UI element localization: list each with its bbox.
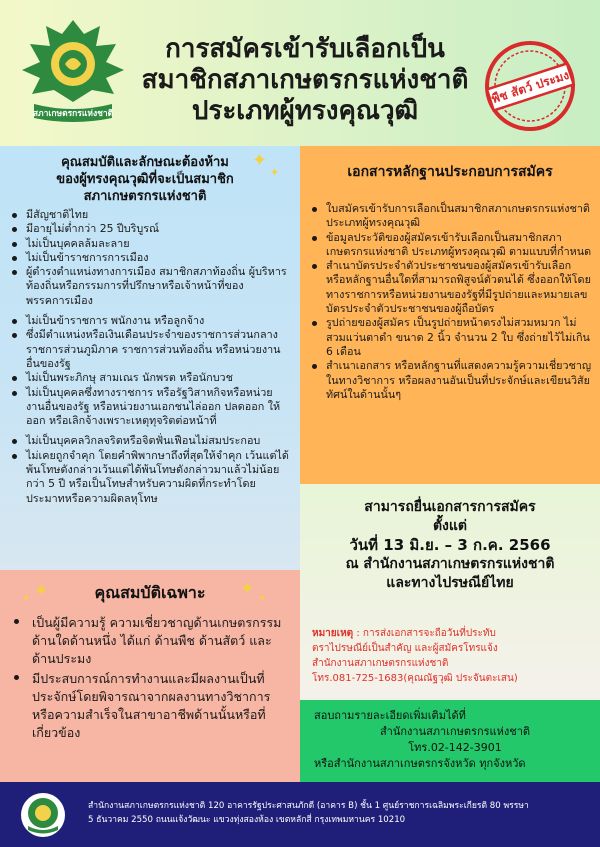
special-list <box>6 614 288 742</box>
submission-note <box>312 626 592 686</box>
title-line-3: ประเภทผู้ทรงคุณวุฒิ <box>191 96 419 126</box>
special-qualifications-panel <box>0 570 300 742</box>
submission-line: ตั้งแต่ <box>432 518 468 534</box>
list-item: มีประสบการณ์การทำงานและมีผลงานเป็นที่ประจักษ์โดยพิจารณาจากผลงานทางวิชาการหรือความสำเร็จในสาขาอาชีพด้านนั้นหรือที่เกี่ยวข้อง <box>6 670 288 742</box>
list-item: ไม่เป็นข้าราชการการเมือง <box>4 251 290 265</box>
list-item: ไม่เป็นบุคคลวิกลจริตหรือจิตฟั่นเฟือนไม่สมประกอบ <box>4 434 290 448</box>
list-item: ไม่เป็นบุคคลซึ่งทางราชการ หรือรัฐวิสาหกิจหรือหน่วยงานอื่นของรัฐ หรือหน่วยงานเอกชนไล่ออก ปลดออก ให้ออก หรือเลิกจ้างเพราะเหตุทุจริตต่อหน้าที่ <box>4 386 290 429</box>
note-line: โทร.081-725-1683(คุณณัฐวุฒิ ประจันตะเสน) <box>312 673 518 684</box>
qualifications-panel <box>0 146 300 570</box>
documents-list <box>304 202 592 402</box>
footer-address-line: สำนักงานสภาเกษตรกรแห่งชาติ 120 อาคารรัฐประศาสนภักดี (อาคาร B) ชั้น 1 ศูนย์ราชการเฉลิมพระเกียรติ 80 พรรษา <box>88 801 529 811</box>
contact-line: สำนักงานสภาเกษตรกรแห่งชาติ <box>379 725 531 738</box>
documents-panel <box>300 146 600 484</box>
note-line: : การส่งเอกสารจะถือวันที่ประทับ <box>356 628 496 639</box>
list-item: รูปถ่ายของผู้สมัคร เป็นรูปถ่ายหน้าตรงไม่สวมหมวก ไม่สวมแว่นตาดำ ขนาด 2 นิ้ว จำนวน 2 ใบ ซึ่งถ่ายไว้ไม่เกิน 6 เดือน <box>304 316 592 359</box>
contact-info <box>314 708 596 772</box>
note-label: หมายเหตุ <box>312 628 354 639</box>
list-item: สำเนาบัตรประจำตัวประชาชนของผู้สมัครเข้ารับเลือก หรือหลักฐานอื่นใดที่สามารถพิสูจน์ตัวตนได้ ซึ่งออกให้โดยทางราชการหรือหน่วยงานของรัฐที่มีรูปถ่ายและหมายเลขบัตรประจำตัวประชาชนของผู้ถือบัตร <box>304 259 592 316</box>
footer-address <box>88 799 588 827</box>
stamp-badge-icon <box>482 38 578 134</box>
header <box>0 0 600 146</box>
list-item: เป็นผู้มีความรู้ ความเชี่ยวชาญด้านเกษตรกรรมด้านใดด้านหนึ่ง ได้แก่ ด้านพืช ด้านสัตว์ และด้านประมง <box>6 614 288 668</box>
sparkle-icon: ✦ <box>34 581 49 601</box>
contact-panel <box>300 700 600 782</box>
submission-line: ณ สำนักงานสภาเกษตรกรแห่งชาติ <box>345 556 555 572</box>
documents-heading: เอกสารหลักฐานประกอบการสมัคร <box>347 164 553 180</box>
contact-phone: โทร.02-142-3901 <box>408 741 502 754</box>
footer-address-line: 5 ธันวาคม 2550 ถนนแจ้งวัฒนะ แขวงทุ่งสองห้อง เขตหลักสี่ กรุงเทพมหานคร 10210 <box>88 815 406 825</box>
list-item: ไม่เป็นพระภิกษุ สามเณร นักพรต หรือนักบวช <box>4 371 290 385</box>
logo-text: สภาเกษตรกรแห่งชาติ <box>32 109 114 119</box>
council-logo-icon <box>20 792 66 838</box>
sparkle-icon: ✦ <box>240 579 255 599</box>
note-line: ตราไปรษณีย์เป็นสำคัญ และผู้สมัครโทรแจ้ง <box>312 643 498 654</box>
sparkle-icon: ✦ <box>252 150 268 171</box>
qualifications-list <box>4 208 290 506</box>
submission-line: และทางไปรษณีย์ไทย <box>386 575 514 591</box>
list-item: ไม่เป็นข้าราชการ พนักงาน หรือลูกจ้าง <box>4 314 290 328</box>
qualifications-heading-line: สภาเกษตรกรแห่งชาติ <box>83 189 207 204</box>
qualifications-heading-line: คุณสมบัติและลักษณะต้องห้าม <box>61 155 229 170</box>
council-logo-icon <box>14 14 132 126</box>
qualifications-heading-line: ของผู้ทรงคุณวุฒิที่จะเป็นสมาชิก <box>56 172 234 187</box>
title-line-1: การสมัครเข้ารับเลือกเป็น <box>165 34 445 64</box>
list-item: ไม่เคยถูกจำคุก โดยคำพิพากษาถึงที่สุดให้จำคุก เว้นแต่ได้พ้นโทษดังกล่าวเว้นแต่ได้พ้นโทษดังกล่าวมาแล้วไม่น้อยกว่า 5 ปี หรือเป็นโทษสำหรับความผิดที่กระทำโดยประมาทหรือความผิดลหุโทษ <box>4 449 290 506</box>
list-item: ผู้ดำรงตำแหน่งทางการเมือง สมาชิกสภาท้องถิ่น ผู้บริหารท้องถิ่นหรือกรรมการที่ปรึกษาหรือเจ้าหน้าที่ของพรรคการเมือง <box>4 265 290 308</box>
submission-info <box>300 498 600 593</box>
title-line-2: สมาชิกสภาเกษตรกรแห่งชาติ <box>141 65 469 95</box>
contact-line: หรือสำนักงานสภาเกษตรกรจังหวัด ทุกจังหวัด <box>314 757 526 770</box>
footer <box>0 782 600 847</box>
page-title <box>140 34 470 127</box>
special-heading: คุณสมบัติเฉพาะ <box>94 583 206 602</box>
note-line: สำนักงานสภาเกษตรกรแห่งชาติ <box>312 658 449 669</box>
stamp-text: พืช สัตว์ ประมง <box>489 67 571 107</box>
submission-line: สามารถยื่นเอกสารการสมัคร <box>364 499 536 515</box>
list-item: มีอายุไม่ต่ำกว่า 25 ปีบริบูรณ์ <box>4 222 290 236</box>
contact-line: สอบถามรายละเอียดเพิ่มเติมได้ที่ <box>314 709 466 722</box>
list-item: มีสัญชาติไทย <box>4 208 290 222</box>
special-panel-extension <box>0 742 300 782</box>
sparkle-icon: ✦ <box>258 593 267 604</box>
list-item: ไม่เป็นบุคคลล้มละลาย <box>4 237 290 251</box>
list-item: สำเนาเอกสาร หรือหลักฐานที่แสดงความรู้ความเชี่ยวชาญ ในทางวิชาการ หรือผลงานอันเป็นที่ประจักษ์และเขียนวิสัยทัศน์ในด้านนั้นๆ <box>304 359 592 402</box>
list-item: ใบสมัครเข้ารับการเลือกเป็นสมาชิกสภาเกษตรกรแห่งชาติ ประเภทผู้ทรงคุณวุฒิ <box>304 202 592 231</box>
submission-date: วันที่ 13 มิ.ย. – 3 ก.ค. 2566 <box>349 536 551 554</box>
list-item: ซึ่งมีตำแหน่งหรือเงินเดือนประจำของราชการส่วนกลาง ราชการส่วนภูมิภาค ราชการส่วนท้องถิ่น หรือหน่วยงานอื่นของรัฐ <box>4 328 290 371</box>
sparkle-icon: ✦ <box>22 593 31 604</box>
sparkle-icon: ✦ <box>270 166 280 179</box>
list-item: ข้อมูลประวัติของผู้สมัครเข้ารับเลือกเป็นสมาชิกสภาเกษตรกรแห่งชาติ ประเภทผู้ทรงคุณวุฒิ ตามแบบที่กำหนด <box>304 231 592 260</box>
qualifications-heading <box>10 150 280 205</box>
